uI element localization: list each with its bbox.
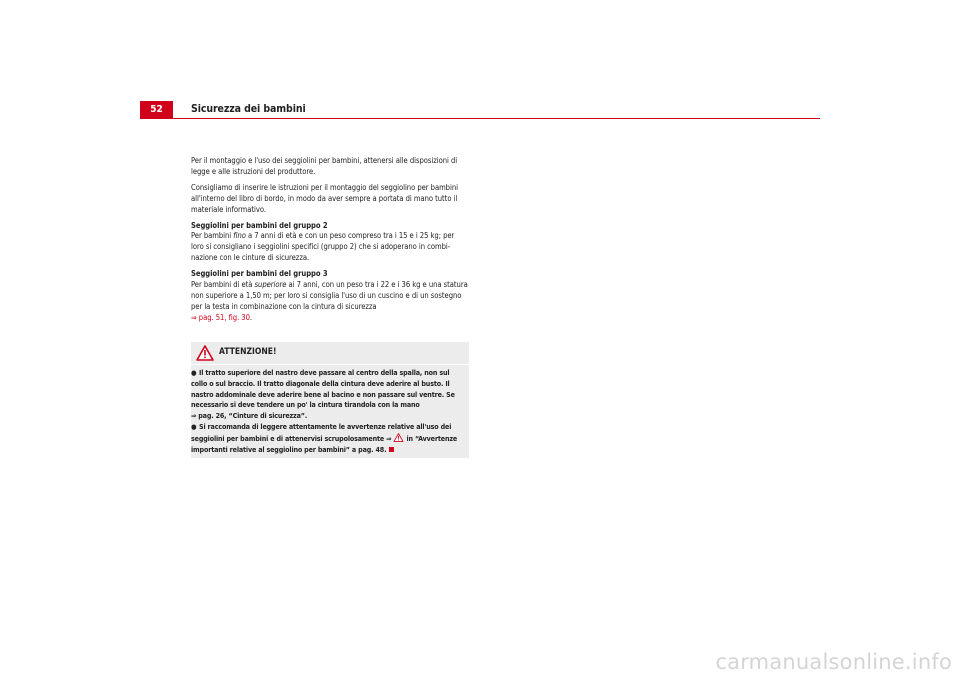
section-title: Sicurezza dei bambini [191, 103, 306, 115]
bullet-icon: ● [191, 421, 197, 431]
warning-title: ATTENZIONE! [219, 347, 277, 357]
warning-header [191, 342, 469, 365]
group3-text: Per bambini di età superiore ai 7 anni, con un peso tra i 22 e i 36 kg e una statura non superiore a 1,50 m; per loro si consiglia l'uso di un cuscino e di un sostegno per la testa in combinazione con la cintura di sicurezza ⇒ pag. 51, fig. 30. [191, 280, 468, 322]
paragraph-intro: Per il montaggio e l'uso dei seggiolini per bambini, attenersi alle disposizioni di legge e alle istruzioni del produttore. [191, 156, 458, 176]
page-reference-link[interactable]: ⇒ pag. 51, fig. 30 [191, 312, 250, 322]
warning-item-1: ● Il tratto superiore del nastro deve passare al centro della spalla, non sul collo o sul braccio. Il tratto diagonale della cintura deve aderire al busto. Il nastro addominale deve aderire bene al bacino e non passare sul ventre. Se necessario si deve tendere un po' la cintura tirandola con la mano ⇒ pag. 26, “Cinture di sicurezza”. [191, 368, 455, 421]
group2-text: Per bambini fino a 7 anni di età e con un peso compreso tra i 15 e i 25 kg; per loro si consigliano i seggiolini specifici (gruppo 2) che si adoperano in combi-nazione con le cinture di sicurezza. [191, 231, 455, 263]
page-number: 52 [140, 101, 173, 119]
body-text [191, 156, 469, 329]
warning-box [191, 342, 469, 458]
paragraph-advice: Consigliamo di inserire le istruzioni per il montaggio del seggiolino per bambini all'interno del libro di bordo, in modo da aver sempre a portata di mano tutto il materiale informativo. [191, 182, 458, 214]
warning-item-2: ● Si raccomanda di leggere attentamente le avvertenze relative all'uso dei seggiolini per bambini e di attenervisi scrupolosamente ⇒ in “Avvertenze importanti relative al seggiolino per bambini” a pag. 48. [191, 421, 458, 454]
warning-body [191, 368, 465, 455]
end-square-icon [389, 447, 394, 452]
warning-triangle-inline-icon [393, 433, 404, 442]
group2-heading: Seggiolini per bambini del gruppo 2 [191, 220, 328, 230]
bullet-icon: ● [191, 368, 197, 377]
warning-triangle-icon [196, 345, 214, 361]
group3-heading: Seggiolini per bambini del gruppo 3 [191, 269, 328, 279]
watermark: carmanualsonline.info [715, 650, 952, 674]
